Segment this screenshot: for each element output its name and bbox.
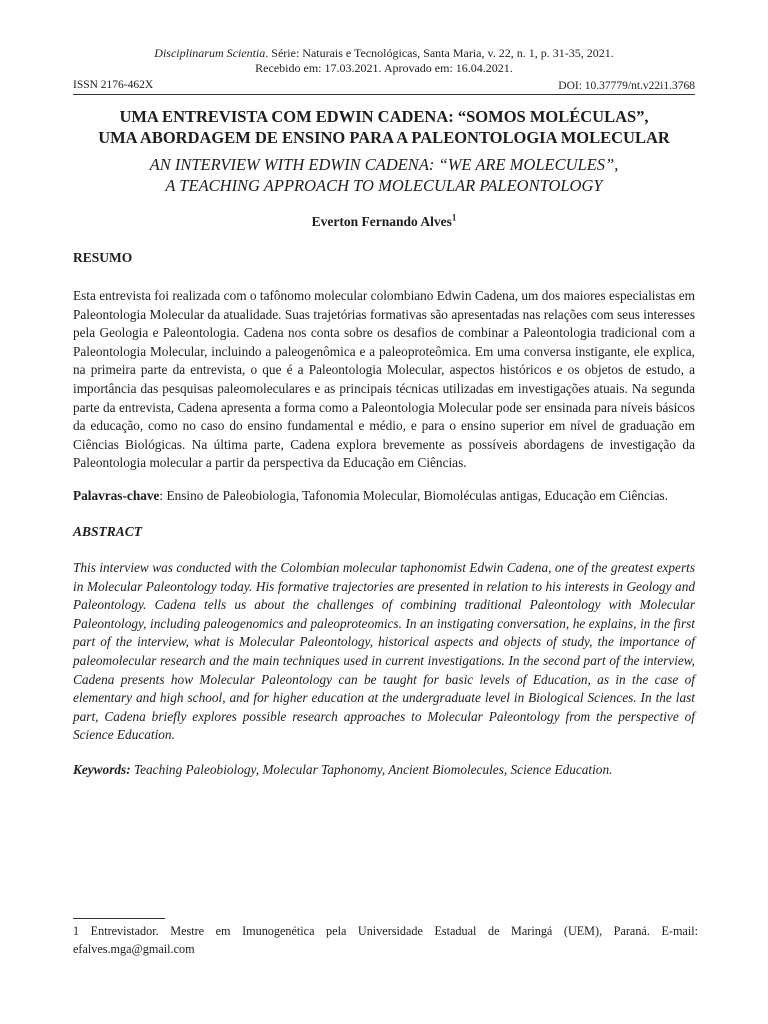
title-en-line2: A TEACHING APPROACH TO MOLECULAR PALEONTOLOGY — [165, 176, 603, 195]
received-approved-dates: Recebido em: 17.03.2021. Aprovado em: 16.04.2021. — [255, 61, 513, 75]
journal-series: . Série: Naturais e Tecnológicas, Santa Maria, v. 22, n. 1, p. 31-35, 2021. — [265, 46, 614, 60]
palavras-chave — [73, 487, 703, 505]
title-english — [60, 154, 708, 196]
footnote: 1 Entrevistador. Mestre em Imunogenética pela Universidade Estadual de Maringá (UEM), Paraná. E-mail: efalves.mga@gmail.com — [73, 924, 698, 956]
journal-name: Disciplinarum Scientia — [154, 46, 266, 60]
title-pt-line2: UMA ABORDAGEM DE ENSINO PARA A PALEONTOLOGIA MOLECULAR — [98, 128, 670, 147]
author — [0, 213, 768, 231]
abstract-text: This interview was conducted with the Colombian molecular taphonomist Edwin Cadena, one of the greatest experts in Molecular Paleontology today. His formative trajectories are presented in relation to his interests in Geology and Paleontology. Cadena tells us about the challenges of combining traditional Paleontology with Molecular Paleontology, including paleogenomics and paleoproteomics. In an instigating conversation, he explains, in the first part of the interview, what is Molecular Paleontology, historical aspects and objects of study, the importance of paleomolecular research and the main techniques used in current investigations. In the second part of the interview, Cadena presents how Molecular Paleontology can be taught for basic levels of Education, as in the case of elementary and high school, and for higher education at the undergraduate level in Biological Sciences. In the last part, Cadena briefly explores possible research approaches to Molecular Paleontology from the perspective of Science Education. — [73, 560, 695, 743]
palavras-chave-list: : Ensino de Paleobiologia, Tafonomia Molecular, Biomoléculas antigas, Educação em Ciências. — [159, 488, 669, 503]
doi-link[interactable]: DOI: 10.37779/nt.v22i1.3768 — [558, 80, 695, 92]
footnote-divider — [73, 918, 165, 919]
keywords-list: Teaching Paleobiology, Molecular Taphonomy, Ancient Biomolecules, Science Education. — [130, 762, 613, 777]
keywords-label: Keywords: — [73, 762, 131, 777]
resumo-heading: RESUMO — [73, 250, 133, 265]
author-footnote-mark[interactable]: 1 — [451, 212, 457, 223]
resumo-text: Esta entrevista foi realizada com o tafônomo molecular colombiano Edwin Cadena, um dos maiores especialistas em Paleontologia Molecular da atualidade. Suas trajetórias formativas são apresentadas nas relações com seus interesses pela Geologia e Paleontologia. Cadena nos conta sobre os desafios de combinar a Paleontologia tradicional com a Paleontologia Molecular, incluindo a paleogenômica e a paleoproteômica. Em uma conversa instigante, ele explica, na primeira parte da entrevista, o que é a Paleontologia Molecular, aspectos históricos e os objetos de estudo, a importância das pesquisas paleomoleculares e as principais técnicas utilizadas em investigações atuais. Na segunda parte da entrevista, Cadena apresenta a forma como a Paleontologia Molecular pode ser ensinada para níveis básicos da educação, como no caso do ensino fundamental e médio, e para o ensino superior em nível de graduação em Ciências Biológicas. Na última parte, Cadena explora brevemente as possíveis abordagens de investigação da Paleontologia molecular a partir da perspectiva da Educação em Ciências. — [73, 288, 695, 471]
header-divider — [73, 94, 695, 95]
journal-citation — [0, 46, 768, 60]
issn: ISSN 2176-462X — [73, 79, 154, 91]
keywords — [73, 761, 703, 779]
title-pt-line1: UMA ENTREVISTA COM EDWIN CADENA: “SOMOS MOLÉCULAS”, — [119, 107, 649, 126]
palavras-chave-label: Palavras-chave — [73, 488, 160, 503]
abstract-heading: ABSTRACT — [73, 524, 143, 539]
title-en-line1: AN INTERVIEW WITH EDWIN CADENA: “WE ARE MOLECULES”, — [149, 155, 619, 174]
title-portuguese — [60, 106, 708, 148]
author-name: Everton Fernando Alves — [311, 214, 452, 229]
